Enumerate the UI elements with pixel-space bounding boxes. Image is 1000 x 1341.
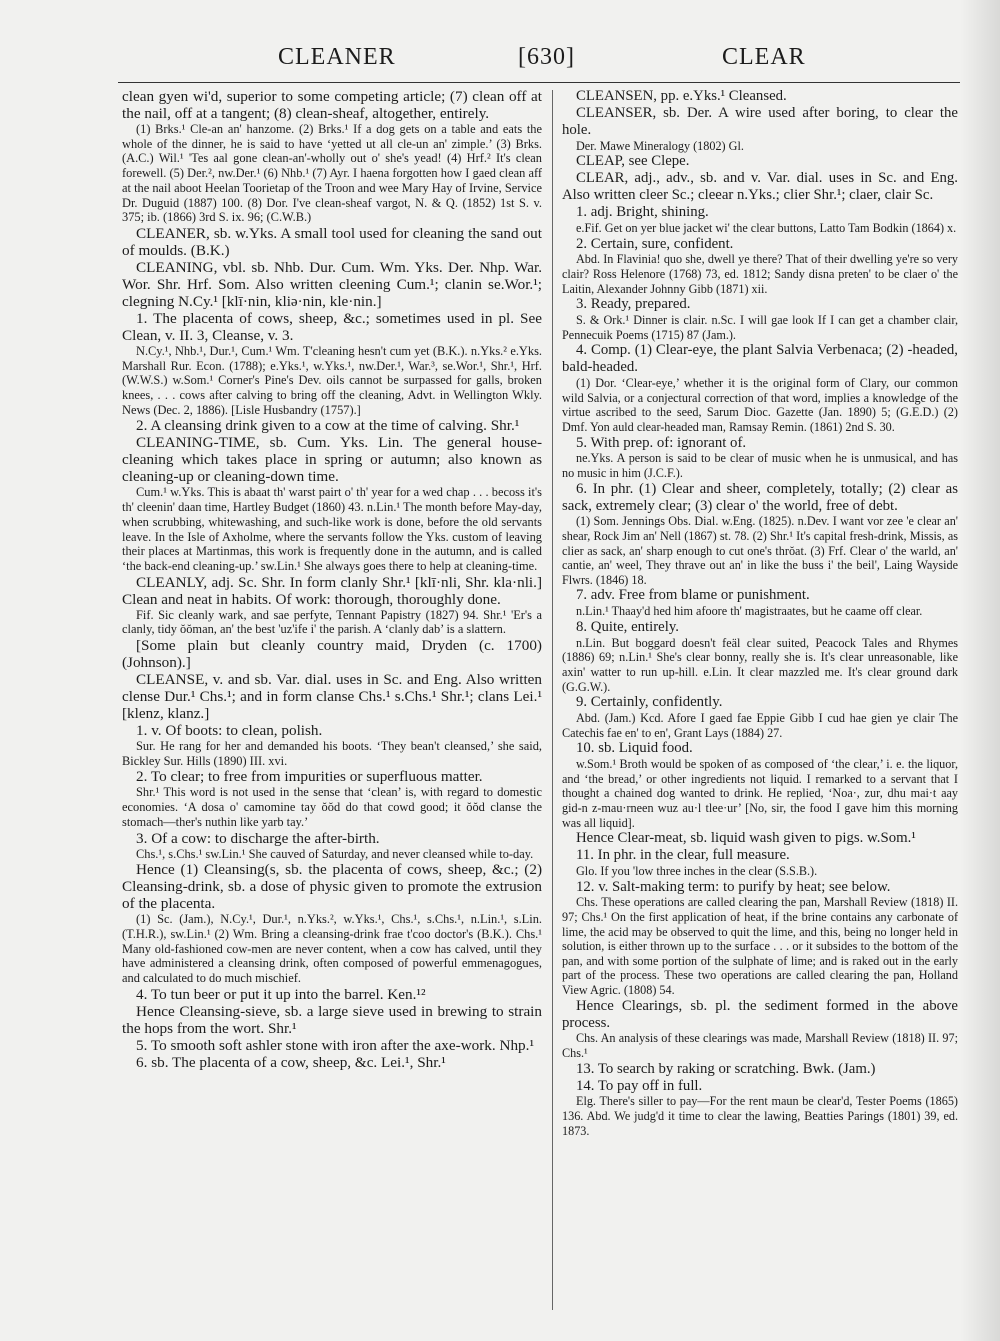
entry-paragraph: CLEAR, adj., adv., sb. and v. Var. dial. uses in Sc. and Eng. Also written cleer Sc.; cleear n.Yks.; clier Shr.¹; claer, clair Sc. (562, 170, 958, 204)
citation-paragraph: Fif. Sic cleanly wark, and sae perfyte, Tennant Papistry (1827) 94. Shr.¹ 'Er's a clanly, tidy ŏŏman, an' the best 'uz'ife i' the parish. A ‘clanly dab’ is a slattern. (122, 607, 542, 637)
entry-paragraph: 5. To smooth soft ashler stone with iron after the axe-work. Nhp.¹ (136, 1036, 535, 1054)
entry-paragraph: 9. Certainly, confidently. (576, 694, 723, 711)
citation-paragraph: Glo. If you 'low three inches in the clear (S.S.B.). (576, 863, 818, 878)
entry-paragraph: Hence Cleansing-sieve, sb. a large sieve used in brewing to strain the hops from the wort. Shr.¹ (122, 1002, 542, 1037)
entry-paragraph: 6. In phr. (1) Clear and sheer, completely, totally; (2) clear as sack, extremely clear; (3) clear o' the world, free of debt. (562, 480, 958, 514)
entry-paragraph: 4. To tun beer or put it up into the barrel. Ken.¹² (136, 985, 426, 1003)
citation-paragraph: Cum.¹ w.Yks. This is abaat th' warst pairt o' th' year for a wed chap . . . becoss it's th' cleenin' daan time, Hartley Budget (1860) 43. n.Lin.¹ The month before May-day, when scrubbing, whitewashing, and such-like work is done, before the old servants leave. In the Isle of Axholme, where the servants follow the Yks. custom of leaving their places at Martinmas, this work is frequently done in the autumn, and is called ‘the back-end cleaning-up.’ sw.Lin.¹ She always goes there to help at cleaning-time. (122, 485, 542, 573)
citation-paragraph: Der. Mawe Mineralogy (1802) Gl. (576, 138, 744, 153)
entry-paragraph: 4. Comp. (1) Clear-eye, the plant Salvia Verbenaca; (2) -headed, bald-headed. (562, 342, 958, 376)
entry-paragraph: CLEANING, vbl. sb. Nhb. Dur. Cum. Wm. Yks. Der. Nhp. War. Wor. Shr. Hrf. Som. Also written cleening Cum.¹; clanin se.Wor.¹; clegning N.Cy.¹ [klī·nin, kliə·nin, kle·nin.] (122, 258, 542, 310)
citation-paragraph: Chs. These operations are called clearing the pan, Marshall Review (1818) II. 97; Chs.¹ On the first application of heat, if the brine contains any carbonate of lime, the acid may be observed to quit the lime, and this, being no longer held in solution, is either thrown up to the surface . . . or it subsides to the bottom of the pan, and with some portion of the sulphate of lime; and is raked out in the early part of the process. These two operations are called clearing the pan, Holland View Agric. (1808) 54. (562, 895, 958, 997)
citation-paragraph: n.Lin. But boggard doesn't feäl clear suited, Peacock Tales and Rhymes (1886) 69; n.Lin.¹ She's clear bonny, really she is. It's clear unreasonable, like axin' watter to run up-hill. e.Lin. It clear mazzled me. It's clear ground dark (G.G.W.). (562, 635, 958, 694)
entry-paragraph: 14. To pay off in full. (576, 1077, 703, 1094)
entry-paragraph: CLEANSE, v. and sb. Var. dial. uses in Sc. and Eng. Also written clense Dur.¹ Chs.¹; and in form clanse Chs.¹ s.Chs.¹ Shr.¹; clans Lei.¹ [klenz, klanz.] (122, 671, 542, 723)
entry-paragraph: 1. The placenta of cows, sheep, &c.; sometimes used in pl. See Clean, v. II. 3, Cleanse, v. 3. (122, 309, 542, 344)
entry-paragraph: 3. Of a cow: to discharge the after-birth. (136, 829, 380, 847)
citation-paragraph: Sur. He rang for her and demanded his boots. ‘They bean't cleansed,’ she said, Bickley Sur. Hills (1890) III. xvi. (122, 739, 542, 768)
running-head (118, 44, 954, 80)
citation-paragraph: Abd. In Flavinia! quo she, dwell ye there? That of their dwelling ye're so very clair? Ross Helenore (1768) 73, ed. 1812; Sandy disna preten' to be claer o' the Laitin, Alexander Johnny Gibb (1871) xii. (562, 252, 958, 296)
citation-paragraph: Chs.¹, s.Chs.¹ sw.Lin.¹ She cauved of Saturday, and never cleansed while to-day. (136, 846, 534, 861)
page-number: [630] (518, 44, 575, 70)
citation-paragraph: Chs. An analysis of these clearings was made, Marshall Review (1818) II. 97; Chs.¹ (562, 1031, 958, 1060)
entry-paragraph: 8. Quite, entirely. (576, 618, 679, 635)
entry-paragraph: 12. v. Salt-making term: to purify by heat; see below. (576, 878, 891, 895)
citation-paragraph: Shr.¹ This word is not used in the sense that ‘clean’ is, with regard to domestic economies. ‘A dosa o' camomine tay ŏŏd do that cowd good; it ŏŏd clanse the stomach—ther's nuthin like yarb tay.’ (122, 785, 542, 829)
entry-paragraph: 1. v. Of boots: to clean, polish. (136, 722, 323, 740)
page-edge-shadow (960, 0, 1000, 1341)
header-rule (118, 82, 960, 83)
citation-paragraph: (1) Dor. ‘Clear-eye,’ whether it is the original form of Clary, our common wild Salvia, or a conjectural correction of that word, implies a knowledge of the virtue ascribed to the seed, Sarum Dioc. Gazette (Jan. 1890) 5; (G.E.D.) (2) Dmf. Yon auld clear-headed man, Ramsay Remin. (1861) 2nd S. 30. (562, 376, 958, 434)
citation-paragraph: S. & Ork.¹ Dinner is clair. n.Sc. I will gae look If I can get a chamber clair, Pennecuik Poems (1715) 87 (Jam.). (562, 313, 958, 342)
entry-paragraph: 1. adj. Bright, shining. (576, 204, 709, 221)
entry-paragraph: 5. With prep. of: ignorant of. (576, 434, 747, 451)
entry-paragraph: 13. To search by raking or scratching. Bwk. (Jam.) (576, 1060, 876, 1077)
entry-paragraph: 11. In phr. in the clear, full measure. (576, 847, 790, 864)
entry-paragraph: Hence (1) Cleansing(s, sb. the placenta of cows, sheep, &c.; (2) Cleansing-drink, sb. a dose of physic given to promote the extrusion of the placenta. (122, 861, 542, 913)
citation-paragraph: Abd. (Jam.) Kcd. Afore I gaed fae Eppie Gibb I cud hae gien ye clair The Catechis fae en' to en', Grant Lays (1884) 27. (562, 711, 958, 740)
right-column (562, 88, 958, 1316)
entry-paragraph: 7. adv. Free from blame or punishment. (576, 587, 810, 604)
entry-paragraph: 6. sb. The placenta of a cow, sheep, &c. Lei.¹, Shr.¹ (136, 1053, 446, 1071)
citation-paragraph: e.Fif. Get on yer blue jacket wi' the clear buttons, Latto Tam Bodkin (1864) x. (576, 220, 957, 235)
entry-paragraph: 10. sb. Liquid food. (576, 740, 693, 757)
citation-paragraph: (1) Brks.¹ Cle-an an' hanzome. (2) Brks.¹ If a dog gets on a table and eats the whole of the dinner, he is said to have ‘yetted ut all cle-un an' zimple.’ (3) Brks. (A.C.) Wil.¹ 'Tes aal gone clean-an'-wholly out o' she's yead! (4) Hrf.² It's clean forewell. (5) Der.², nw.Der.¹ (6) Nhb.¹ (7) Ayr. I haena forgotten how I gaed clean aff at the nail aboot Heelan Toorietap of the Troon and wee Mary Hay of Irvine, Service Dr. Duguid (1887) 100. (8) Dor. I've clean-sheaf vargot, N. & Q. (1852) 1st S. v. 375; ib. (1866) 3rd S. ix. 96; (C.W.B.) (122, 122, 542, 225)
entry-paragraph: [Some plain but cleanly country maid, Dryden (c. 1700) (Johnson).] (122, 637, 542, 672)
column-divider (552, 90, 553, 1310)
entry-paragraph: CLEAP, see Clepe. (576, 153, 690, 170)
citation-paragraph: Elg. There's siller to pay—For the rent maun be clear'd, Tester Poems (1865) 136. Abd. We judg'd it time to clear the lawing, Beatties Parings (1801) 39, ed. 1873. (562, 1094, 958, 1138)
entry-paragraph: 2. A cleansing drink given to a cow at the time of calving. Shr.¹ (136, 417, 520, 435)
citation-paragraph: (1) Sc. (Jam.), N.Cy.¹, Dur.¹, n.Yks.², w.Yks.¹, Chs.¹, s.Chs.¹, n.Lin.¹, s.Lin. (T.H.R.), sw.Lin.¹ (2) Wm. Bring a cleansing-drink frae t'coo doctor's (B.K.). Chs.¹ Many old-fashioned cow-men are never content, when a cow has calved, until they have administered a cleansing drink, often composed of powerful emmenagogues, and calculated to do much mischief. (122, 912, 542, 986)
citation-paragraph: n.Lin.¹ Thaay'd hed him afoore th' magistraates, but he caame off clear. (576, 604, 923, 619)
entry-paragraph: CLEANSEN, pp. e.Yks.¹ Cleansed. (576, 88, 787, 104)
entry-paragraph: 2. Certain, sure, confident. (576, 235, 734, 252)
entry-paragraph: CLEANLY, adj. Sc. Shr. In form clanly Shr.¹ [klī·nli, Shr. kla·nli.] Clean and neat in habits. Of work: thorough, thoroughly done. (122, 573, 542, 608)
citation-paragraph: w.Som.¹ Broth would be spoken of as composed of ‘the clear,’ i. e. the liquor, and ‘the bread,’ or other ingredients not liquid. I remarked to a servant that I thought a chained dog wanted to drink. He replied, ‘Noa·, zur, dhu mai·t aay gid-n z-mau·rneen wuz au·l tlee·ur’ [No, sir, the food I gave him this morning was all liquid]. (562, 757, 958, 830)
head-word-left: CLEANER (278, 44, 396, 70)
entry-paragraph: CLEANER, sb. w.Yks. A small tool used for cleaning the sand out of moulds. (B.K.) (122, 224, 542, 259)
citation-paragraph: N.Cy.¹, Nhb.¹, Dur.¹, Cum.¹ Wm. T'cleaning hesn't cum yet (B.K.). n.Yks.² e.Yks. Marshall Rur. Econ. (1788); e.Yks.¹, w.Yks.¹, nw.Der.¹, War.³, se.Wor.¹, Shr.¹, Hrf. (W.W.S.) w.Som.¹ Corner's Pine's Dev. oils cannot be surpassed for galls, broken knees, . . . cows after calving to bring off the cleaning, Advt. in Wellington Wkly. News (Dec. 2, 1886). [Lisle Husbandry (1757).] (122, 343, 542, 417)
entry-paragraph: CLEANSER, sb. Der. A wire used after boring, to clear the hole. (562, 104, 958, 138)
entry-paragraph: CLEANING-TIME, sb. Cum. Yks. Lin. The general house-cleaning which takes place in spring or autumn; also known as cleaning-up or cleaning-down time. (122, 434, 542, 486)
entry-paragraph: 2. To clear; to free from impurities or superfluous matter. (136, 768, 483, 786)
citation-paragraph: ne.Yks. A person is said to be clear of music when he is unmusical, and has no music in him (J.C.F.). (562, 451, 958, 480)
entry-paragraph: Hence Clear-meat, sb. liquid wash given to pigs. w.Som.¹ (576, 830, 916, 847)
left-column (122, 88, 542, 1316)
entry-paragraph: Hence Clearings, sb. pl. the sediment formed in the above process. (562, 997, 958, 1031)
entry-paragraph: clean gyen wi'd, superior to some competing article; (7) clean off at the nail, off at a tangent; (8) clean-sheaf, altogether, entirely. (122, 88, 542, 122)
citation-paragraph: (1) Som. Jennings Obs. Dial. w.Eng. (1825). n.Dev. I want vor zee 'e clear an' shear, Rock Jim an' Nell (1867) st. 78. (2) Shr.¹ It's capital fresh-drink, Missis, as clier as sack, an' sharp enough to cut one's thrŏat. (3) Frf. Clear o' the warld, an' cantie, an' weel, They thrave out an' in like the buss i' the beil', Laing Wayside Flwrs. (1846) 18. (562, 514, 958, 587)
entry-paragraph: 3. Ready, prepared. (576, 296, 691, 313)
head-word-right: CLEAR (722, 44, 806, 70)
